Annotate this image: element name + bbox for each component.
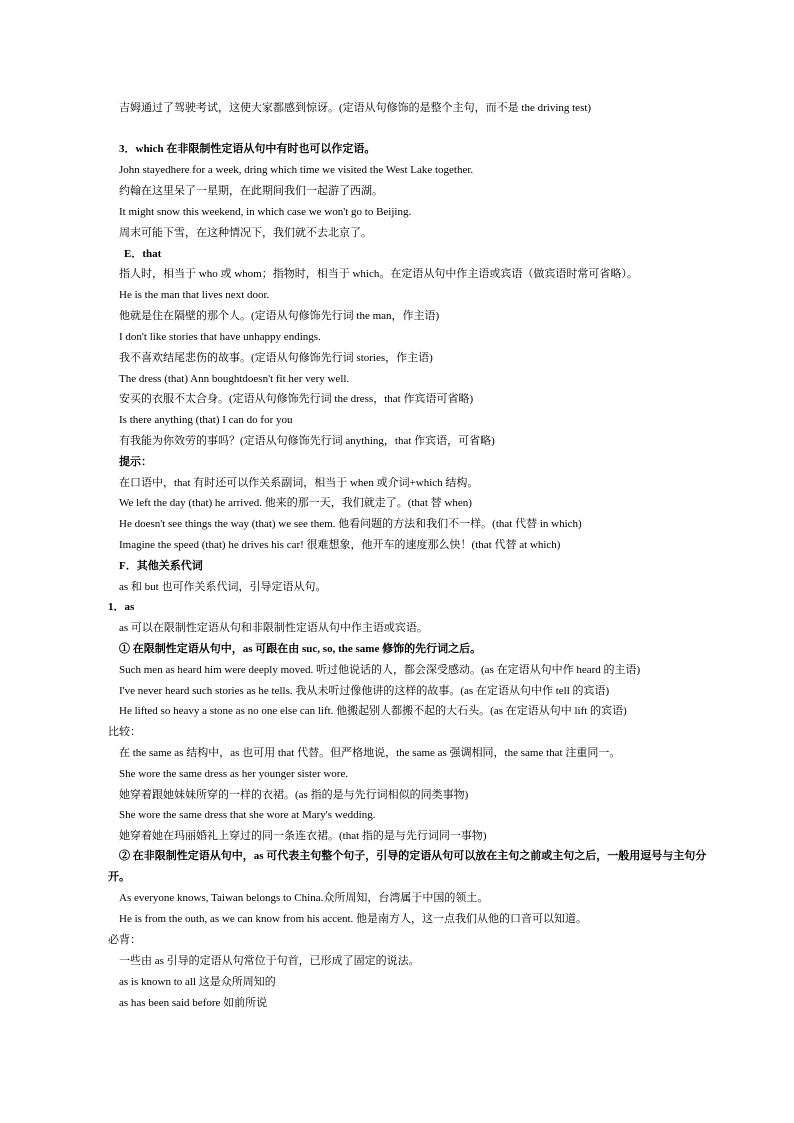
note-heading: 必背： bbox=[108, 934, 141, 946]
text-line: Is there anything (that) I can do for you bbox=[119, 414, 293, 426]
text-line: 吉姆通过了驾驶考试，这使大家都感到惊讶。(定语从句修饰的是整个主句，而不是 the driving test) bbox=[119, 102, 592, 114]
text-line: as has been said before 如前所说 bbox=[119, 997, 268, 1009]
text-line: as is known to all 这是众所周知的 bbox=[119, 976, 276, 988]
text-line: 安买的衣服不太合身。(定语从句修饰先行词 the dress，that 作宾语可省略) bbox=[119, 393, 474, 405]
text-line: He is from the outh, as we can know from his accent. 他是南方人，这一点我们从他的口音可以知道。 bbox=[119, 913, 588, 925]
section-heading: 3．which 在非限制性定语从句中有时也可以作定语。 bbox=[119, 143, 376, 155]
text-line: He doesn't see things the way (that) we see them. 他看问题的方法和我们不一样。(that 代替 in which) bbox=[119, 518, 582, 530]
text-line: As everyone knows, Taiwan belongs to China.众所周知，台湾属于中国的领土。 bbox=[119, 892, 489, 904]
text-line: 一些由 as 引导的定语从句常位于句首，已形成了固定的说法。 bbox=[119, 955, 420, 967]
section-heading: E．that bbox=[124, 248, 162, 260]
text-line: She wore the same dress that she wore at Mary's wedding. bbox=[119, 809, 376, 821]
note-heading: 提示： bbox=[119, 456, 152, 468]
text-line: 他就是住在隔壁的那个人。(定语从句修饰先行词 the man，作主语) bbox=[119, 310, 440, 322]
text-line: The dress (that) Ann boughtdoesn't fit her very well. bbox=[119, 373, 350, 385]
text-line: 约翰在这里呆了一星期，在此期间我们一起游了西湖。 bbox=[119, 185, 383, 197]
text-line: 我不喜欢结尾悲伤的故事。(定语从句修饰先行词 stories，作主语) bbox=[119, 352, 433, 364]
text-line: 她穿着她在玛丽婚礼上穿过的同一条连衣裙。(that 指的是与先行词同一事物) bbox=[119, 830, 487, 842]
text-line: We left the day (that) he arrived. 他来的那一天，我们就走了。(that 替 when) bbox=[119, 497, 472, 509]
text-line: Imagine the speed (that) he drives his car! 很难想象，他开车的速度那么快！(that 代替 at which) bbox=[119, 539, 561, 551]
text-line: 指人时，相当于 who 或 whom；指物时，相当于 which。在定语从句中作主语或宾语（做宾语时常可省略）。 bbox=[119, 268, 638, 280]
text-line: John stayedhere for a week, dring which time we visited the West Lake together. bbox=[119, 164, 474, 176]
section-heading: 1．as bbox=[108, 601, 135, 613]
text-line: as 可以在限制性定语从句和非限制性定语从句中作主语或宾语。 bbox=[119, 622, 428, 634]
text-line: Such men as heard him were deeply moved. 听过他说话的人，都会深受感动。(as 在定语从句中作 heard 的主语) bbox=[119, 664, 641, 676]
text-line: I don't like stories that have unhappy endings. bbox=[119, 331, 321, 343]
text-line: She wore the same dress as her younger sister wore. bbox=[119, 768, 349, 780]
text-line: It might snow this weekend, in which case we won't go to Beijing. bbox=[119, 206, 412, 218]
text-line: 有我能为你效劳的事吗？(定语从句修饰先行词 anything，that 作宾语，可省略) bbox=[119, 435, 495, 447]
text-line: He is the man that lives next door. bbox=[119, 289, 270, 301]
text-line: I've never heard such stories as he tells. 我从未听过像他讲的这样的故事。(as 在定语从句中作 tell 的宾语) bbox=[119, 685, 610, 697]
text-line: He lifted so heavy a stone as no one else can lift. 他搬起别人都搬不起的大石头。(as 在定语从句中 lift 的宾语) bbox=[119, 705, 627, 717]
section-heading: F．其他关系代词 bbox=[119, 560, 203, 572]
text-line: 在口语中，that 有时还可以作关系副词，相当于 when 或介词+which 结构。 bbox=[119, 477, 479, 489]
text-line: 周末可能下雪，在这种情况下，我们就不去北京了。 bbox=[119, 227, 372, 239]
subsection-heading: ① 在限制性定语从句中，as 可跟在由 suc, so, the same 修饰的先行词之后。 bbox=[119, 643, 482, 655]
text-line: 她穿着跟她妹妹所穿的一样的衣裙。(as 指的是与先行词相似的同类事物) bbox=[119, 789, 469, 801]
text-line: as 和 but 也可作关系代词，引导定语从句。 bbox=[119, 581, 327, 593]
text-line: 在 the same as 结构中，as 也可用 that 代替。但严格地说，the same as 强调相同，the same that 注重同一。 bbox=[119, 747, 621, 759]
note-heading: 比较： bbox=[108, 726, 141, 738]
subsection-heading: ② 在非限制性定语从句中，as 可代表主句整个句子，引导的定语从句可以放在主句之前或主句之后，一般用逗号与主句分开。 bbox=[108, 850, 707, 883]
